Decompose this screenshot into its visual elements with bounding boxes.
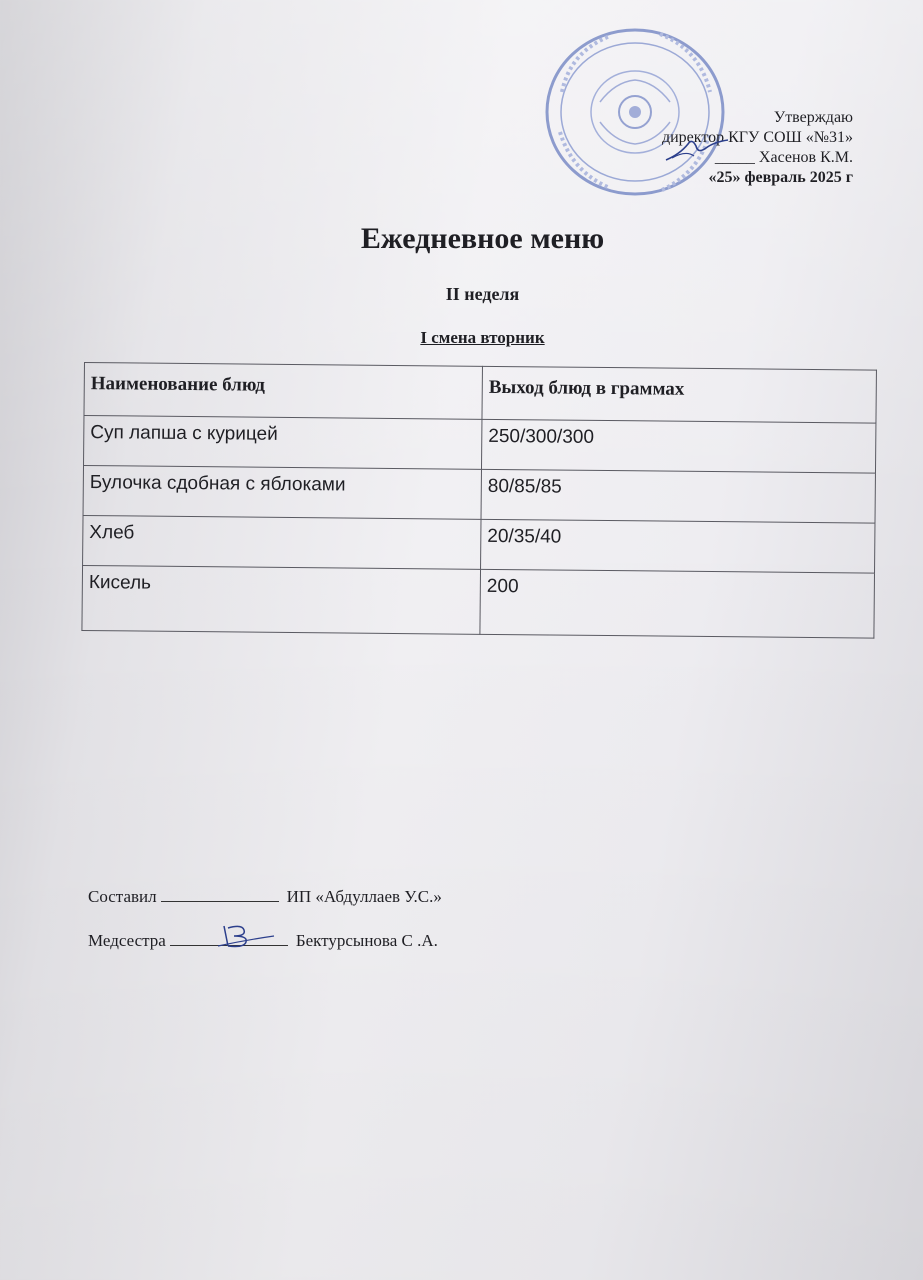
dish-yield-cell: 80/85/85 xyxy=(481,469,875,523)
dish-name-cell: Кисель xyxy=(82,565,481,634)
compiled-by-name: ИП «Абдуллаев У.С.» xyxy=(286,887,442,906)
column-header-yield: Выход блюд в граммах xyxy=(482,366,876,423)
table-row xyxy=(83,466,875,524)
approval-date: «25» февраль 2025 г xyxy=(708,169,853,186)
week-label: II неделя xyxy=(445,284,520,304)
table-row xyxy=(84,416,876,474)
signature-line xyxy=(161,887,279,902)
dish-yield-cell: 20/35/40 xyxy=(481,519,875,573)
approval-heading: Утверждаю xyxy=(773,109,853,126)
compiled-by-line xyxy=(88,887,442,907)
compiled-by-label: Составил xyxy=(88,887,157,906)
dish-name-cell: Суп лапша с курицей xyxy=(84,416,482,470)
approval-director-name: _____ Хасенов К.М. xyxy=(714,149,853,166)
dish-yield-cell: 250/300/300 xyxy=(481,419,875,473)
table-header-row xyxy=(84,363,876,424)
dish-yield-cell: 200 xyxy=(480,569,875,638)
shift-label: I смена вторник xyxy=(420,328,545,347)
table-row xyxy=(83,515,875,573)
table-row xyxy=(82,565,875,638)
nurse-label: Медсестра xyxy=(88,931,166,950)
dish-name-cell: Булочка сдобная с яблоками xyxy=(83,466,481,520)
nurse-name: Бектурсынова С .А. xyxy=(295,931,438,950)
page-title: Ежедневное меню xyxy=(360,222,605,255)
menu-table xyxy=(81,362,877,639)
nurse-signature-icon xyxy=(216,922,276,950)
approval-position: директор КГУ СОШ «№31» xyxy=(661,129,853,146)
director-signature-icon xyxy=(662,134,732,166)
column-header-dish: Наименование блюд xyxy=(84,363,482,420)
dish-name-cell: Хлеб xyxy=(83,515,481,569)
